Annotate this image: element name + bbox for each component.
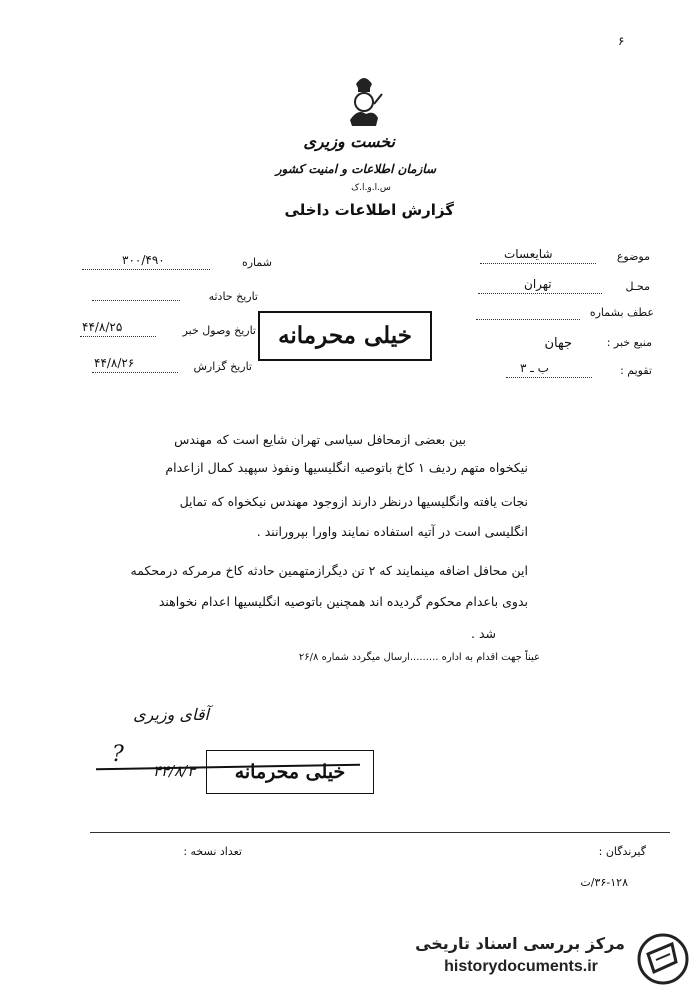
organization-code: س.ا.و.ا.ک: [351, 183, 391, 193]
subject-field: [480, 247, 596, 264]
lion-and-sun-emblem: [344, 70, 384, 132]
footer-divider: [90, 832, 670, 833]
body-line-6: بدوی باعدام محکوم گردیده اند همچنین باتوصیه انگلیسیها اعدام نخواهند: [158, 594, 528, 609]
reference-field: [476, 309, 580, 320]
number-value: ۳۰۰/۴۹۰: [122, 253, 165, 267]
receipt-date-field: [80, 320, 156, 337]
number-label: شماره: [241, 256, 272, 269]
event-date-field: [92, 290, 180, 301]
body-line-4: انگلیسی است در آتیه استفاده نمایند واورا بپرورانند .: [256, 524, 528, 539]
report-date-label: تاریخ گزارش: [193, 360, 252, 373]
place-field: [478, 277, 602, 294]
watermark: [410, 930, 694, 986]
ministry-title: نخست وزیری: [303, 132, 395, 151]
top-secret-stamp: خیلی محرمانه: [258, 311, 432, 361]
copies-label: تعداد نسخه :: [183, 845, 242, 858]
receipt-date-value: ۴۴/۸/۲۵: [82, 320, 123, 334]
action-note: عیناً جهت اقدام به اداره .........ارسال میگردد شماره ۲۶/۸: [298, 652, 540, 663]
place-label: محـل: [625, 280, 650, 293]
body-line-3: نجات یافته وانگلیسیها درنظر دارند ازوجود مهندس نیکخواه که تمایل: [179, 494, 528, 509]
source-label: منبع خبر :: [606, 336, 652, 349]
place-value: تهران: [524, 277, 552, 291]
body-line-2: نیکخواه متهم ردیف ۱ کاخ باتوصیه انگلیسیها ونفوذ سپهبد کمال ازاعدام: [165, 460, 528, 475]
file-code: ۳۶-۱۲۸/ت: [580, 876, 628, 889]
bottom-secret-stamp: خیلی محرمانه: [206, 750, 374, 794]
subject-label: موضوع: [616, 250, 650, 263]
handwritten-signature: آقای وزیری: [133, 705, 209, 724]
subject-value: شایعسات: [504, 247, 553, 261]
event-date-label: تاریخ حادثه: [208, 290, 258, 303]
handwritten-mark: ?: [112, 742, 124, 767]
watermark-logo-icon: [636, 932, 690, 986]
body-line-5: این محافل اضافه مینمایند که ۲ تن دیگرازمتهمین حادثه کاخ مرمرکه درمحکمه: [130, 563, 528, 578]
page-mark: ۶: [618, 34, 625, 48]
handwritten-date: ۴۴/۸/۳: [152, 762, 196, 780]
source-value: جهان: [544, 336, 572, 351]
body-line-7: شد .: [471, 626, 496, 641]
receipt-date-label: تاریخ وصول خبر: [182, 324, 256, 337]
evaluation-label: تقویم :: [620, 364, 652, 377]
reference-label: عطف بشماره: [589, 306, 654, 319]
watermark-name: مرکز بررسی اسناد تاریخی: [415, 934, 625, 953]
body-line-1: بین بعضی ازمحافل سیاسی تهران شایع است که مهندس: [174, 432, 466, 447]
evaluation-value: ب ـ ۳: [520, 361, 549, 375]
number-field: [82, 253, 210, 270]
evaluation-field: [506, 361, 592, 378]
recipients-label: گیرندگان :: [598, 845, 646, 858]
report-date-value: ۴۴/۸/۲۶: [94, 356, 135, 370]
report-date-field: [92, 356, 178, 373]
organization-name: سازمان اطلاعات و امنیت کشور: [275, 162, 436, 176]
report-title: گزارش اطلاعات داخلی: [284, 201, 454, 219]
watermark-url: historydocuments.ir: [444, 958, 598, 975]
